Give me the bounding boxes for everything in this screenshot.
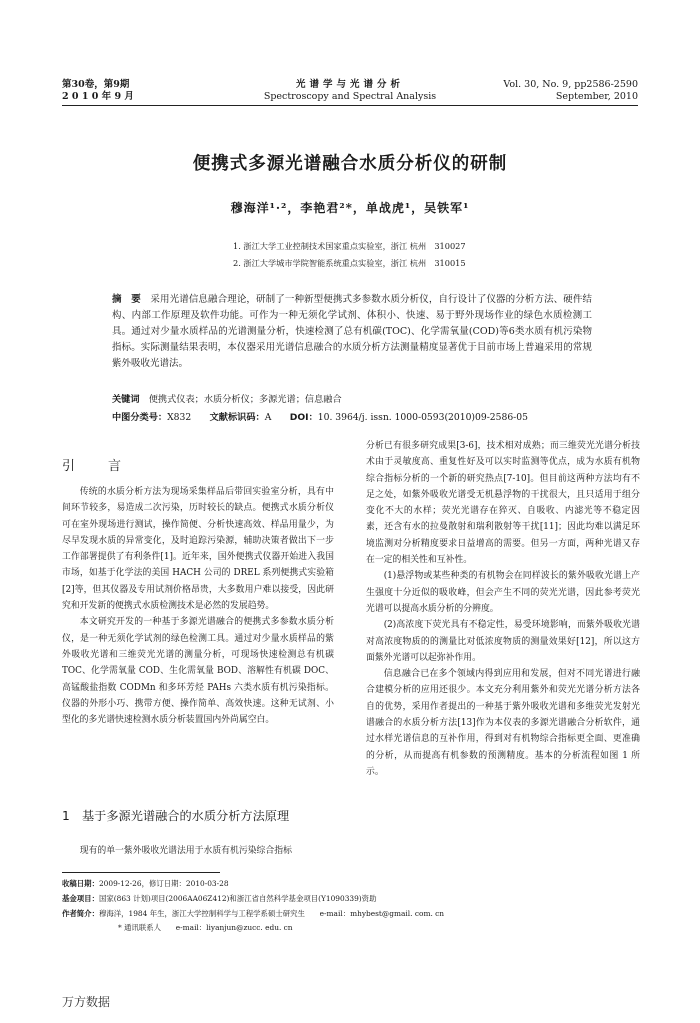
left-column-lower <box>62 843 334 859</box>
abstract <box>112 292 592 372</box>
header-divider <box>62 105 638 106</box>
journal-name-cn: 光谱学与光谱分析 <box>295 79 404 90</box>
right-paragraph-3: (2)高浓度下荧光具有不稳定性，易受环境影响，而紫外吸收光谱对高浓度物质的的测量比对低浓度物质的测量效果好[12]，所以这方面紫外光谱可以起弥补作用。 <box>366 620 640 663</box>
intro-paragraph-1: 传统的水质分析方法为现场采集样品后带回实验室分析，具有中间环节较多，易造成二次污染，历时较长的缺点。便携式水质分析仪可在室外现场进行测试，操作简便、分析快速高效、样品用量少，为尽早发现水质的异常变化，及时追踪污染源，辅助决策者做出下一步工作部署提供了有利条件[1]。近年来，国外便携式仪器开始进入我国市场，如基于化学法的美国 HACH 公司的 DREL 系列便携式实验箱[2]等，但其仪器及专用试剂价格昂贵，大多数用户难以接受，因此研究和开发新的便携式水质检测技术是必然的发展趋势。 <box>62 487 334 612</box>
footnote-dates <box>62 877 642 890</box>
funding-text: 国家(863 计划)项目(2006AA06Z412)和浙江省自然科学基金项目(Y1090339)资助 <box>98 894 377 903</box>
author-bio-text: 穆海洋，1984 年生，浙江大学控制科学与工程学系硕士研究生 e-mail：mhybest@gmail. com. cn <box>98 909 445 918</box>
journal-citation <box>503 79 638 103</box>
abstract-label: 摘 要 <box>112 294 141 305</box>
affiliation-1: 1. 浙江大学工业控制技术国家重点实验室，浙江 杭州 310027 <box>233 241 466 251</box>
right-column <box>366 438 640 780</box>
volume-issue: 第30卷，第9期 <box>62 79 130 90</box>
doc-code: A <box>264 412 272 423</box>
journal-name-en: Spectroscopy and Spectral Analysis <box>263 91 437 102</box>
intro-heading: 引 言 <box>62 459 132 474</box>
right-paragraph-4: 信息融合已在多个领域内得到应用和发展，但对不同光谱进行融合建模分析的应用还很少。本文充分利用紫外和荧光光谱分析方法各自的优势，采用作者提出的一种基于紫外吸收光谱和多维荧光发射光谱融合的水质分析方法[13]作为本仪表的多源光谱融合分析软件，通过水样光谱信息的互补作用，得到对有机物综合指标更全面、更准确的分析，从而提高有机参数的预测精度。基本的分析流程如图 1 所示。 <box>366 669 640 777</box>
dates-text: 2009-12-26，修订日期：2010-03-28 <box>98 879 229 888</box>
right-paragraph-1: 分析已有很多研究成果[3-6]，技术相对成熟；而三维荧光光谱分析技术由于灵敏度高、重复性好及可以实时监测等优点，成为水质有机物综合指标分析的一个新的研究热点[7-10]。但目前这两种方法均有不足之处，如紫外吸收光谱受无机悬浮物的干扰很大，且只适用于组分变化不大的水样；荧光光谱存在猝灭、自吸收、内滤光等不稳定因素，还含有水的拉曼散射和瑞利散射等干扰[11]；因此均难以满足环境监测对分析精度要求日益增高的需要。但另一方面，两种光谱又存在一定的相关性和互补性。 <box>366 441 640 566</box>
section-1-paragraph: 现有的单一紫外吸收光谱法用于水质有机污染综合指标 <box>79 846 292 856</box>
watermark: 万方数据 <box>62 995 111 1009</box>
keywords-text: 便携式仪表；水质分析仪；多源光谱；信息融合 <box>148 394 342 405</box>
funding-label: 基金项目： <box>62 894 99 903</box>
keywords <box>112 392 592 407</box>
keywords-label: 关键词 <box>112 394 140 405</box>
footnote-author <box>62 907 642 920</box>
footnote-divider <box>62 872 220 873</box>
clc-label: 中图分类号： <box>112 412 168 423</box>
paper-title: 便携式多源光谱融合水质分析仪的研制 <box>192 154 508 174</box>
clc-code: X832 <box>167 412 192 423</box>
footnote-corresponding: * 通讯联系人 e-mail：liyanjun@zucc. edu. cn <box>118 923 293 932</box>
dates-label: 收稿日期： <box>62 879 99 888</box>
author-list: 穆海洋¹·²，李艳君²*，单战虎¹，吴铁军¹ <box>230 201 470 215</box>
author-bio-label: 作者简介： <box>62 909 99 918</box>
footnote-funding <box>62 892 642 905</box>
affiliation-2: 2. 浙江大学城市学院智能系统重点实验室，浙江 杭州 310015 <box>233 258 466 268</box>
volume-pages: Vol. 30, No. 9, pp2586-2590 <box>503 79 638 90</box>
right-paragraph-2: (1)悬浮物或某些种类的有机物会在同样波长的紫外吸收光谱上产生强度十分近似的吸收峰，但会产生不同的荧光光谱，因此参考荧光光谱可以提高水质分析的分辨度。 <box>366 571 640 614</box>
doi-label: DOI： <box>289 412 318 423</box>
abstract-text: 采用光谱信息融合理论，研制了一种新型便携式多参数水质分析仪，自行设计了仪器的分析方法、硬件结构、内部工作原理及软件功能。可作为一种无须化学试剂、体积小、快速、易于野外现场作业的绿色水质检测工具。通过对少量水质样品的光谱测量分析，快速检测了总有机碳(TOC)、化学需氧量(COD)等6类水质有机污染物指标。实际测量结果表明，本仪器采用光谱信息融合的水质分析方法测量精度显著优于目前市场上普遍采用的常规紫外吸收光谱法。 <box>112 294 592 369</box>
classification-line <box>112 410 592 425</box>
publication-month: September, 2010 <box>555 91 638 102</box>
doi: 10. 3964/j. issn. 1000-0593(2010)09-2586-05 <box>317 412 528 423</box>
doc-code-label: 文献标识码： <box>209 412 265 423</box>
section-1-heading: 1 基于多源光谱融合的水质分析方法原理 <box>62 809 290 823</box>
left-column-upper <box>62 484 334 728</box>
intro-paragraph-2: 本文研究开发的一种基于多源光谱融合的便携式多参数水质分析仪，是一种无须化学试剂的绿色检测工具。通过对少量水质样品的紫外吸收光谱和三维荧光光谱的测量分析，可现场快速检测总有机碳 TOC、化学需氧量 COD、生化需氧量 BOD、溶解性有机碳 DOC、高锰酸盐指数 CODMn 和多环芳烃 PAHs 六类水质有机污染指标。仪器的外形小巧、携带方便、操作简单、高效快速。这种无试剂、小型化的多光谱快速检测水质分析装置国内外尚属空白。 <box>62 617 334 726</box>
publication-date: 2 0 1 0 年 9 月 <box>62 91 134 102</box>
